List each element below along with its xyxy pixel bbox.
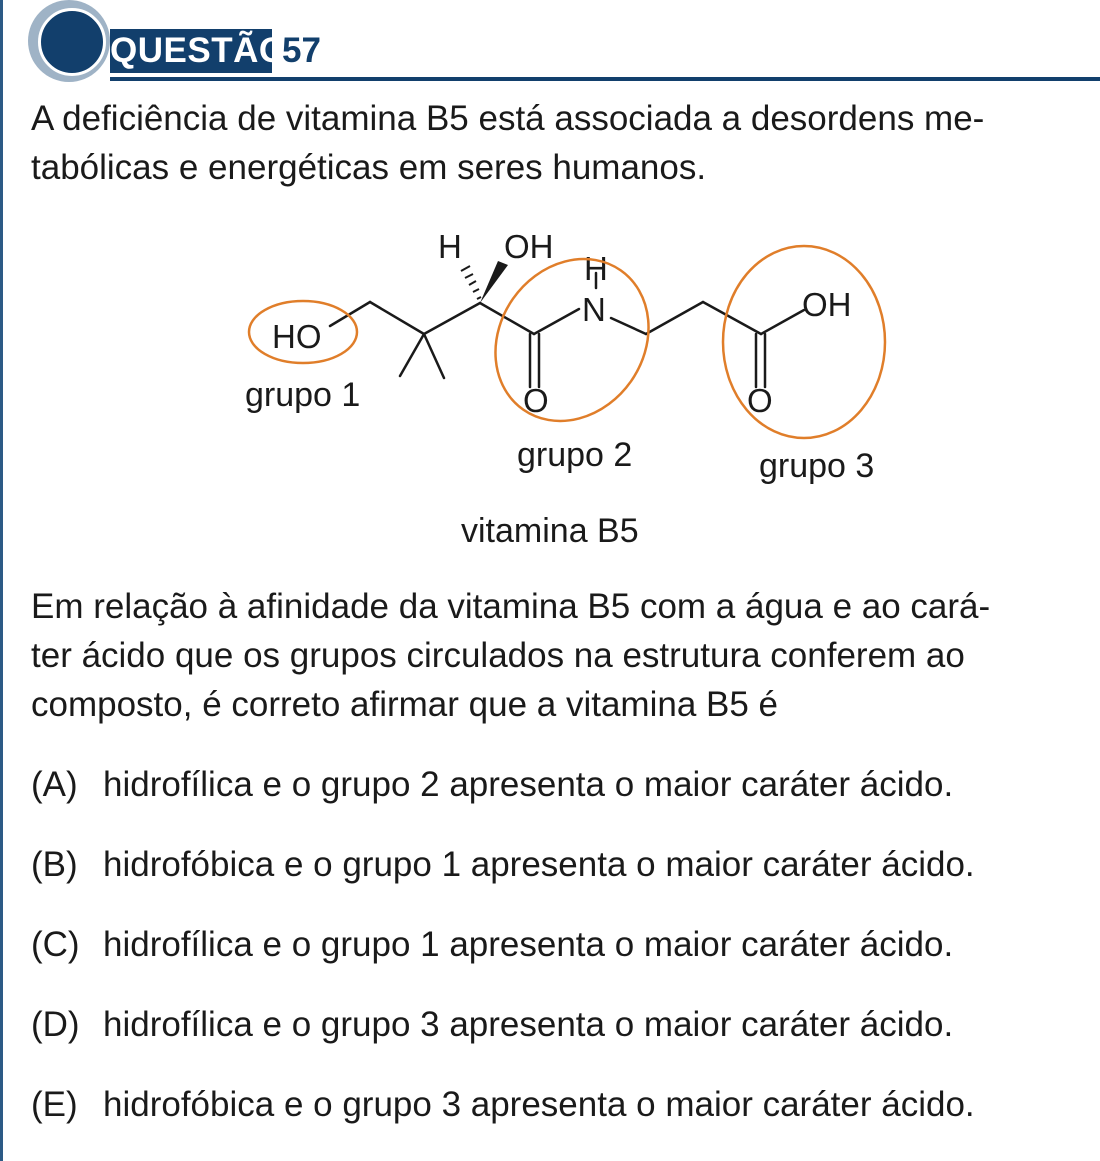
intro-line: tabólicas e energéticas em seres humanos. [31,148,707,187]
question-label: QUESTÃO [110,29,272,73]
header-divider [110,77,1100,81]
question-badge-dot [38,8,106,76]
bond [330,302,370,326]
bond [646,302,703,334]
option-text: hidrofóbica e o grupo 3 apresenta o maior caráter ácido. [103,1085,975,1124]
bond [400,334,424,376]
option-a[interactable] [31,760,1100,840]
option-letter: (C) [31,925,80,964]
option-b[interactable] [31,840,1100,920]
stem-line: Em relação à afinidade da vitamina B5 com a água e ao cará- [31,587,991,626]
option-text: hidrofóbica e o grupo 1 apresenta o maior caráter ácido. [103,845,975,884]
bond [534,309,579,334]
group2-label: grupo 2 [517,436,633,474]
hash-bond [461,266,481,299]
bond [424,334,444,378]
group3-circle [723,246,885,438]
question-stem [31,582,1099,729]
atom-h: H [438,228,462,265]
group2-circle [464,229,679,451]
bonds [330,273,804,387]
bond [370,302,424,334]
group1-label: grupo 1 [245,376,361,414]
bond [611,318,646,334]
option-d[interactable] [31,1000,1100,1080]
option-letter: (A) [31,765,78,804]
question-number: 57 [282,31,321,70]
wedge-bond [480,261,508,303]
group-highlights [249,229,885,451]
atom-oh: OH [504,228,554,265]
intro-line: A deficiência de vitamina B5 está associada a desordens me- [31,99,985,138]
group-labels [245,376,874,550]
intro-paragraph [31,94,1091,192]
figure-caption: vitamina B5 [461,512,639,550]
option-text: hidrofílica e o grupo 3 apresenta o maior caráter ácido. [103,1005,954,1044]
answer-options [31,760,1100,1160]
atom-o-acid: O [747,382,773,419]
option-c[interactable] [31,920,1100,1000]
option-letter: (E) [31,1085,78,1124]
atom-ho: HO [272,318,322,355]
left-margin-rule [0,0,3,1161]
bond [424,303,480,334]
stem-line: composto, é correto afirmar que a vitamina B5 é [31,685,779,724]
option-letter: (D) [31,1005,80,1044]
stem-line: ter ácido que os grupos circulados na estrutura conferem ao [31,636,965,675]
option-letter: (B) [31,845,78,884]
option-text: hidrofílica e o grupo 1 apresenta o maior caráter ácido. [103,925,954,964]
option-e[interactable] [31,1080,1100,1160]
question-header [0,0,1100,90]
atom-n: N [582,291,606,328]
bond [703,302,761,334]
option-text: hidrofílica e o grupo 2 apresenta o maior caráter ácido. [103,765,954,804]
molecule-figure [0,215,1100,575]
group3-label: grupo 3 [759,447,875,485]
bond [761,310,804,334]
atom-o-amide: O [523,382,549,419]
atom-nh-h: H [584,250,608,287]
atom-oh-acid: OH [802,286,852,323]
vitamin-b5-structure [0,215,1100,575]
